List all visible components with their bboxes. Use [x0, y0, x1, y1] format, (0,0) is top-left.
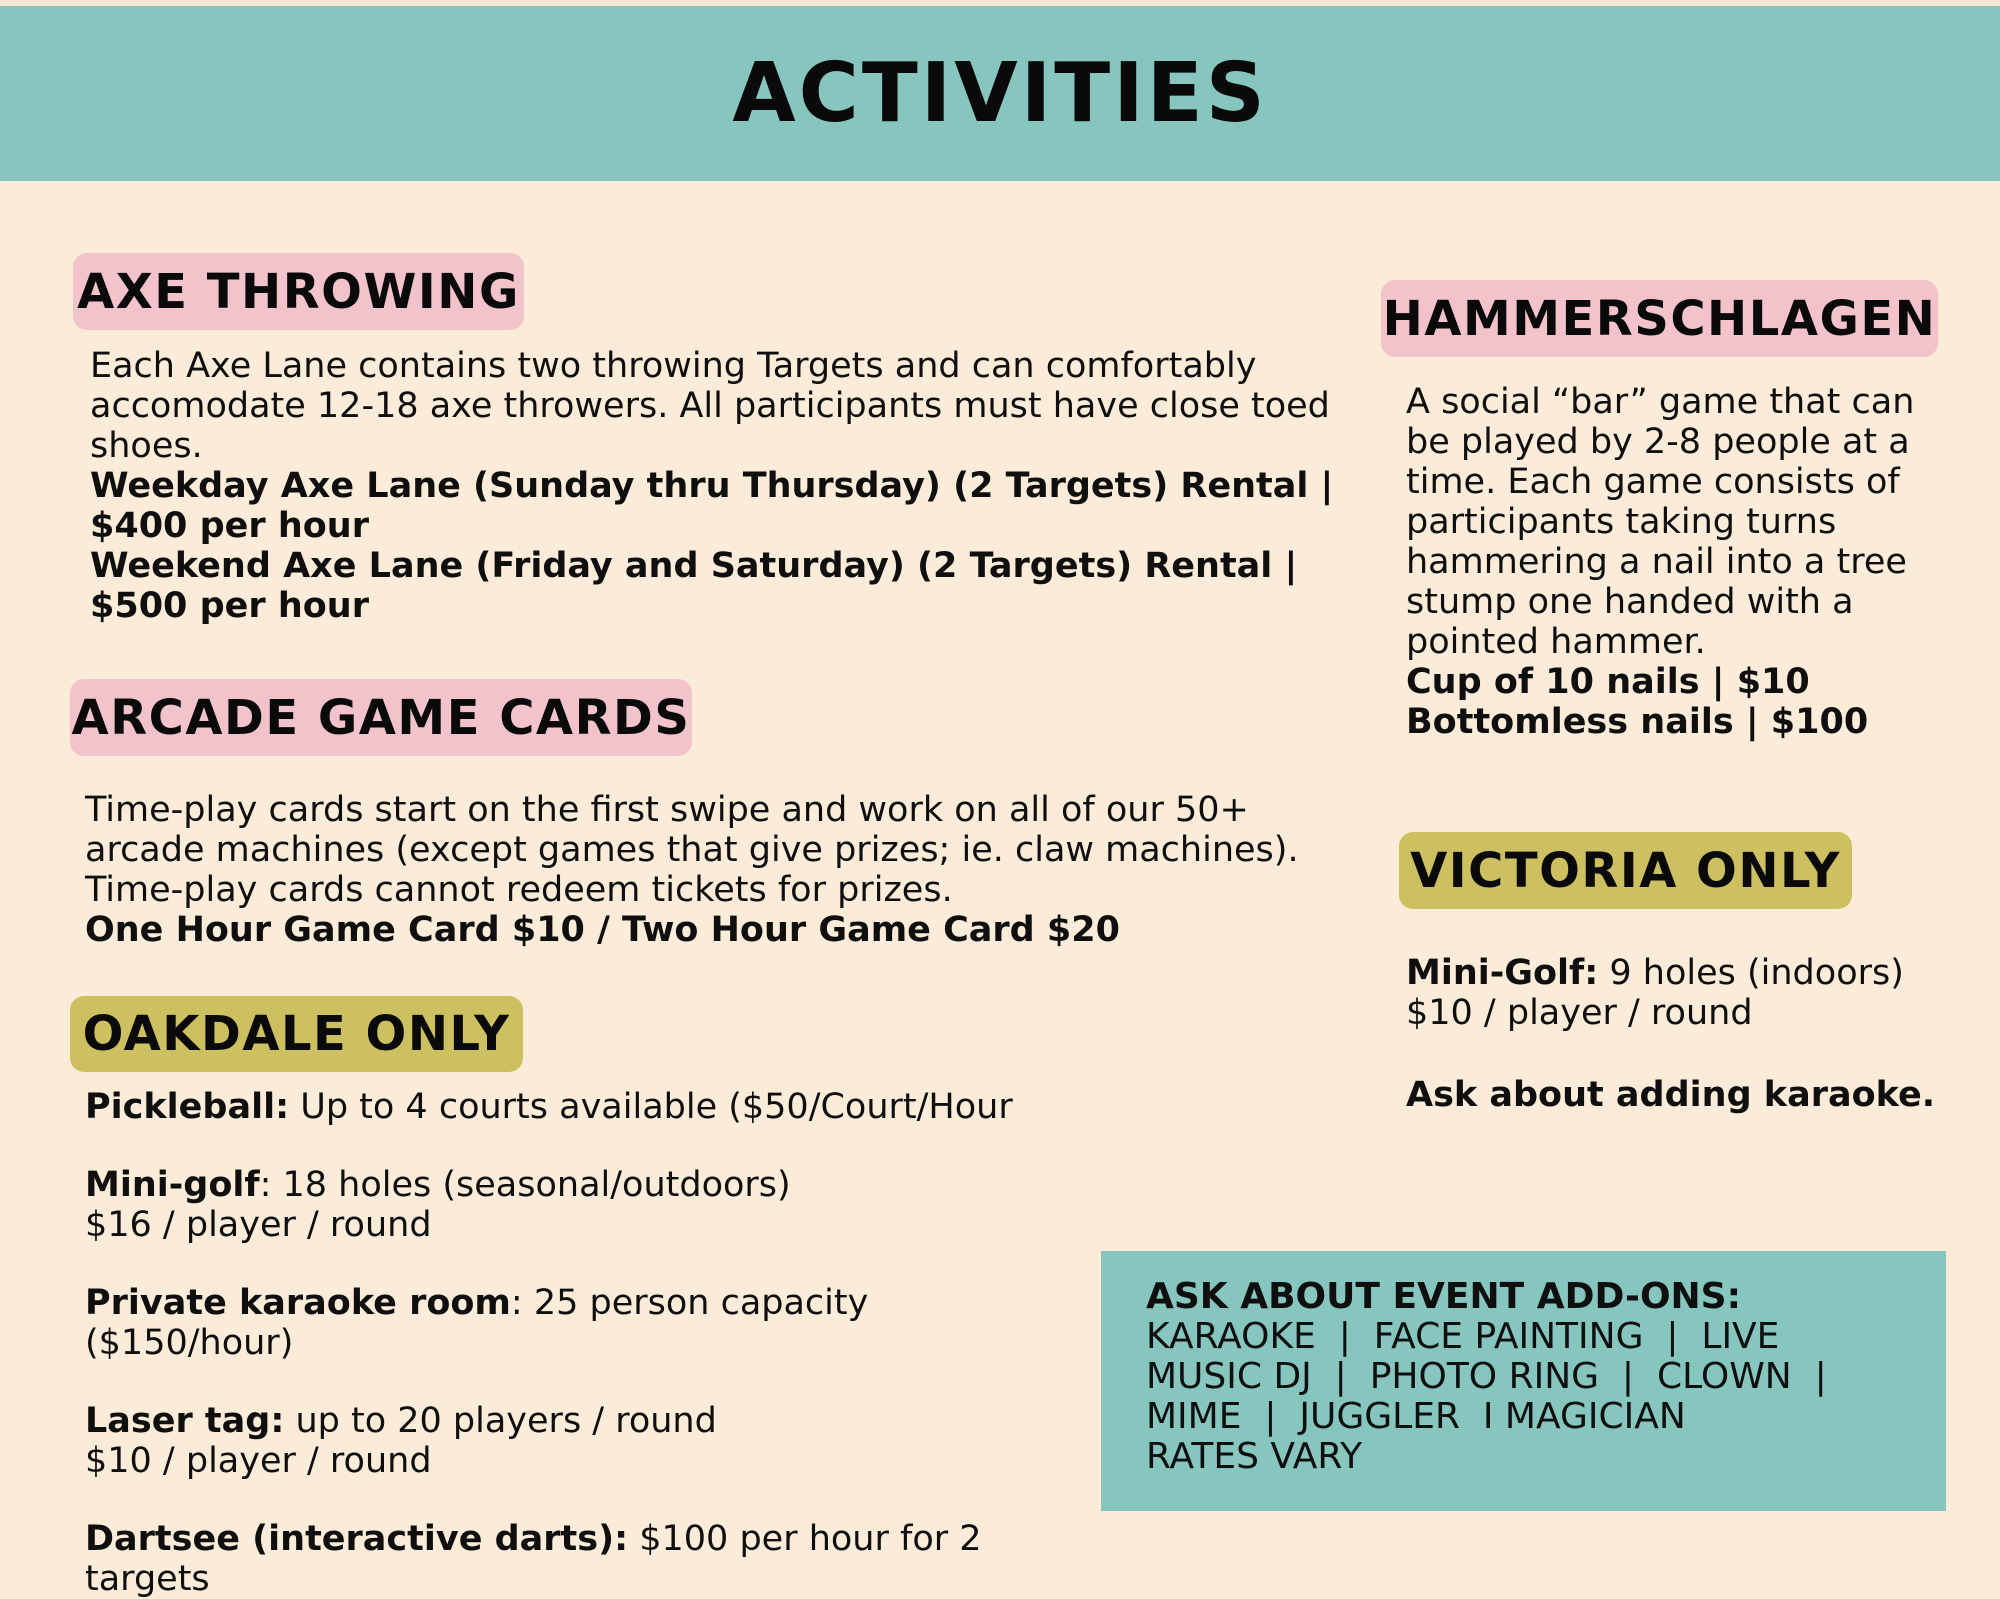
- victoria-minigolf-price: $10 / player / round: [1406, 993, 1753, 1033]
- arcade-section: [85, 790, 1345, 950]
- addons-line-2: MUSIC DJ | PHOTO RING | CLOWN |: [1146, 1356, 1827, 1397]
- dartsee-text: $100 per hour for 2 targets: [85, 1519, 982, 1599]
- page-title: ACTIVITIES: [732, 46, 1268, 141]
- axe-weekday-rate: Weekday Axe Lane (Sunday thru Thursday) (2 Targets) Rental | $400 per hour: [90, 466, 1334, 546]
- hammerschlagen-heading: HAMMERSCHLAGEN: [1381, 280, 1938, 357]
- addons-heading: ASK ABOUT EVENT ADD-ONS:: [1146, 1276, 1742, 1317]
- axe-throwing-section: [90, 346, 1350, 626]
- arcade-description: Time-play cards start on the first swipe and work on all of our 50+ arcade machines (except games that give prizes; ie. claw machines). Time-play cards cannot redeem tickets for prizes.: [85, 790, 1299, 910]
- event-addons-box: [1101, 1251, 1946, 1511]
- oakdale-laser-tag: [85, 1401, 1085, 1441]
- oakdale-minigolf-label: Mini-golf: [85, 1165, 260, 1205]
- oakdale-heading: OAKDALE ONLY: [70, 996, 523, 1072]
- axe-weekend-rate: Weekend Axe Lane (Friday and Saturday) (2 Targets) Rental | $500 per hour: [90, 546, 1298, 626]
- karaoke-text: : 25 person capacity ($150/hour): [85, 1283, 869, 1363]
- laser-tag-text: up to 20 players / round: [284, 1401, 717, 1441]
- oakdale-minigolf: [85, 1165, 1085, 1205]
- hammerschlagen-description: A social “bar” game that can be played by 2-8 people at a time. Each game consists of participants taking turns hammering a nail into a tree stump one handed with a pointed hammer.: [1406, 382, 1915, 662]
- pickleball-label: Pickleball:: [85, 1087, 290, 1127]
- addons-line-3: MIME | JUGGLER I MAGICIAN: [1146, 1396, 1686, 1437]
- arcade-prices: One Hour Game Card $10 / Two Hour Game Card $20: [85, 910, 1120, 950]
- addons-line-1: KARAOKE | FACE PAINTING | LIVE: [1146, 1316, 1780, 1357]
- oakdale-minigolf-text: : 18 holes (seasonal/outdoors): [259, 1165, 791, 1205]
- victoria-heading: VICTORIA ONLY: [1399, 832, 1852, 909]
- hammerschlagen-section: [1406, 382, 1946, 742]
- page-header: [0, 6, 2000, 181]
- arcade-heading: ARCADE GAME CARDS: [70, 679, 692, 756]
- hammerschlagen-cup-price: Cup of 10 nails | $10: [1406, 662, 1810, 702]
- oakdale-dartsee: [85, 1519, 1085, 1599]
- oakdale-karaoke: [85, 1283, 1085, 1363]
- axe-throwing-heading: AXE THROWING: [73, 253, 524, 330]
- laser-tag-label: Laser tag:: [85, 1401, 285, 1441]
- victoria-minigolf-text: 9 holes (indoors): [1598, 953, 1904, 993]
- victoria-section: [1406, 953, 1946, 1115]
- oakdale-pickleball: [85, 1087, 1085, 1127]
- dartsee-label: Dartsee (interactive darts):: [85, 1519, 629, 1559]
- axe-throwing-description: Each Axe Lane contains two throwing Targets and can comfortably accomodate 12-18 axe throwers. All participants must have close toed shoes.: [90, 346, 1330, 466]
- karaoke-label: Private karaoke room: [85, 1283, 511, 1323]
- addons-rates: RATES VARY: [1146, 1436, 1363, 1477]
- oakdale-minigolf-price: $16 / player / round: [85, 1205, 432, 1245]
- oakdale-section: [85, 1087, 1085, 1599]
- victoria-minigolf-label: Mini-Golf:: [1406, 953, 1599, 993]
- laser-tag-price: $10 / player / round: [85, 1441, 432, 1481]
- pickleball-text: Up to 4 courts available ($50/Court/Hour: [289, 1087, 1013, 1127]
- victoria-karaoke-note: Ask about adding karaoke.: [1406, 1075, 1935, 1115]
- hammerschlagen-bottomless-price: Bottomless nails | $100: [1406, 702, 1869, 742]
- victoria-minigolf: [1406, 953, 1946, 993]
